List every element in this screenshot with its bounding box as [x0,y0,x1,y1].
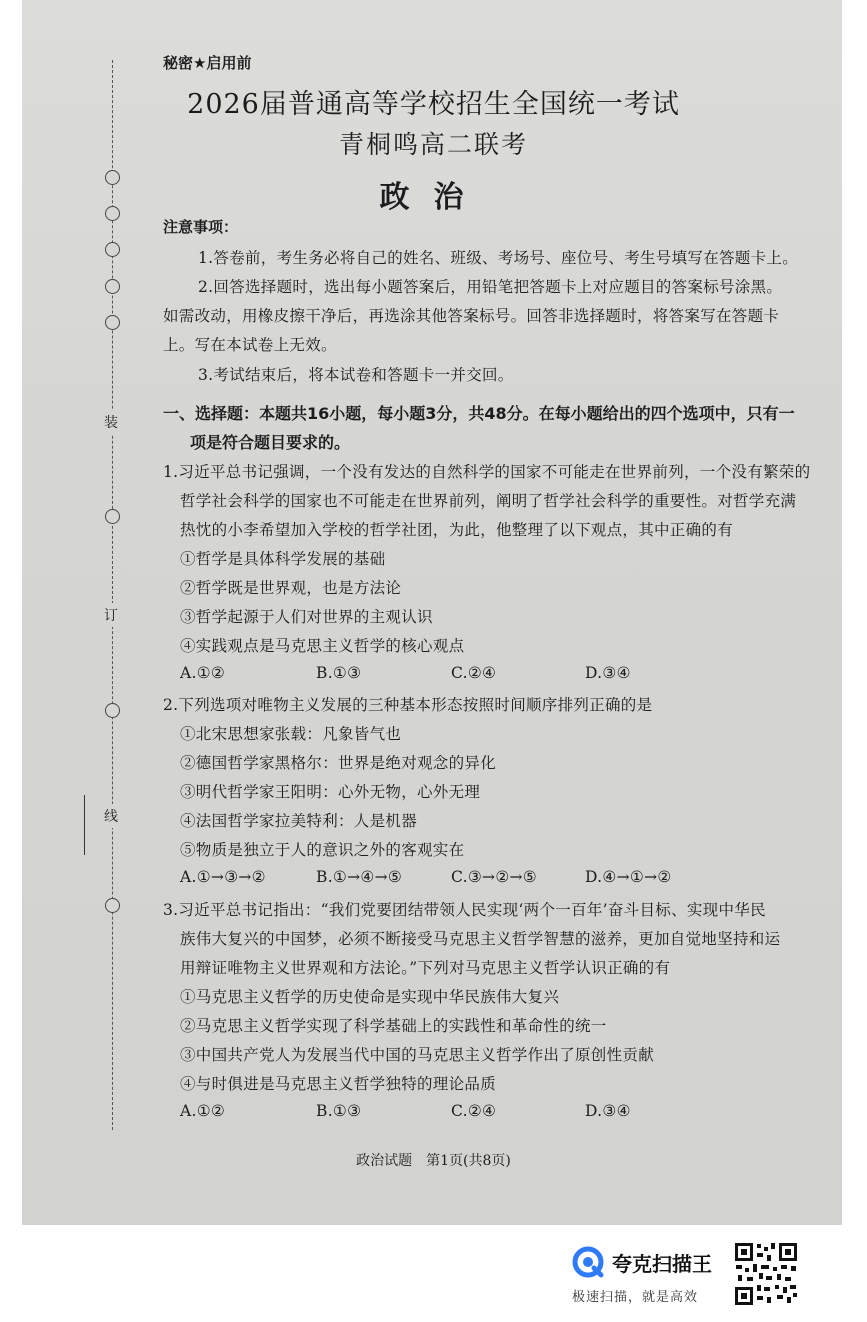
q3-item: ④与时俱进是马克思主义哲学独特的理论品质 [180,1075,497,1093]
binding-char-xian: 线 [104,804,118,828]
q3-option-d: D.③④ [585,1102,631,1120]
q3-option-a: A.①② [180,1102,226,1120]
q1-option-d: D.③④ [585,664,631,682]
q1-stem: 哲学社会科学的国家也不可能走在世界前列，阐明了哲学社会科学的重要性。对哲学充满 [180,492,797,510]
q2-option-a: A.①→③→② [180,868,266,886]
q3-stem: 用辩证唯物主义世界观和方法论。”下列对马克思主义哲学认识正确的有 [180,959,671,977]
q2-option-c: C.③→②→⑤ [451,868,537,886]
q3-option-c: C.②④ [451,1102,497,1120]
q3-stem: 3.习近平总书记指出：“我们党要团结带领人民实现‘两个一百年’奋斗目标、实现中华民 [163,901,766,919]
brand-slogan: 极速扫描，就是高效 [572,1290,699,1305]
qr-code-icon [733,1241,799,1307]
binding-char-ding: 订 [104,603,118,627]
q2-item: ③明代哲学家王阳明：心外无物，心外无理 [180,783,481,801]
q1-item: ②哲学既是世界观，也是方法论 [180,579,402,597]
q2-stem: 2.下列选项对唯物主义发展的三种基本形态按照时间顺序排列正确的是 [163,696,653,714]
q2-item: ⑤物质是独立于人的意识之外的客观实在 [180,841,465,859]
q1-option-a: A.①② [180,664,226,682]
q1-item: ③哲学起源于人们对世界的主观认识 [180,608,433,626]
q1-option-b: B.①③ [316,664,362,682]
binding-hole [105,315,120,330]
binding-hole [105,509,120,524]
q3-option-b: B.①③ [316,1102,362,1120]
binding-hole [105,242,120,257]
binding-char-zhuang: 装 [104,410,118,434]
notice-line: 如需改动，用橡皮擦干净后，再选涂其他答案标号。回答非选择题时，将答案写在答题卡 [163,307,780,325]
q3-item: ③中国共产党人为发展当代中国的马克思主义哲学作出了原创性贡献 [180,1046,655,1064]
scanner-brand [572,1246,712,1278]
exam-subtitle: 青桐鸣高二联考 [338,130,528,159]
q2-option-d: D.④→①→② [585,868,672,886]
quark-logo-icon [572,1246,604,1278]
notice-heading: 注意事项： [163,218,239,236]
q2-item: ①北宋思想家张载：凡象皆气也 [180,725,402,743]
brand-name: 夸克扫描王 [612,1251,712,1276]
notice-line: 1.答卷前，考生务必将自己的姓名、班级、考场号、座位号、考生号填写在答题卡上。 [198,249,798,267]
q2-option-b: B.①→④→⑤ [316,868,403,886]
q2-item: ④法国哲学家拉美特利：人是机器 [180,812,418,830]
notice-line: 2.回答选择题时，选出每小题答案后，用铅笔把答题卡上对应题目的答案标号涂黑。 [198,278,783,296]
q1-stem: 1.习近平总书记强调，一个没有发达的自然科学的国家不可能走在世界前列，一个没有繁荣的 [163,463,811,481]
q1-option-c: C.②④ [451,664,497,682]
binding-hole [105,703,120,718]
notice-line: 3.考试结束后，将本试卷和答题卡一并交回。 [198,366,514,384]
q1-item: ①哲学是具体科学发展的基础 [180,550,386,568]
binding-hole [105,279,120,294]
margin-mark [84,795,85,855]
q3-item: ②马克思主义哲学实现了科学基础上的实践性和革命性的统一 [180,1017,607,1035]
exam-title: 2026届普通高等学校招生全国统一考试 [187,89,680,120]
q2-item: ②德国哲学家黑格尔：世界是绝对观念的异化 [180,754,497,772]
q1-item: ④实践观点是马克思主义哲学的核心观点 [180,637,465,655]
section-heading-cont: 项是符合题目要求的。 [190,433,351,452]
subject-title: 政治 [379,180,488,215]
notice-line: 上。写在本试卷上无效。 [163,336,337,354]
section-heading: 一、选择题：本题共16小题，每小题3分，共48分。在每小题给出的四个选项中，只有一 [163,404,795,423]
page-footer: 政治试题 第1页(共8页) [356,1153,511,1169]
q1-stem: 热忱的小李希望加入学校的哲学社团，为此，他整理了以下观点，其中正确的有 [180,521,734,539]
secret-label: 秘密★启用前 [163,54,252,72]
q3-stem: 族伟大复兴的中国梦，必须不断接受马克思主义哲学智慧的滋养，更加自觉地坚持和运 [180,930,781,948]
q3-item: ①马克思主义哲学的历史使命是实现中华民族伟大复兴 [180,988,560,1006]
binding-hole [105,898,120,913]
